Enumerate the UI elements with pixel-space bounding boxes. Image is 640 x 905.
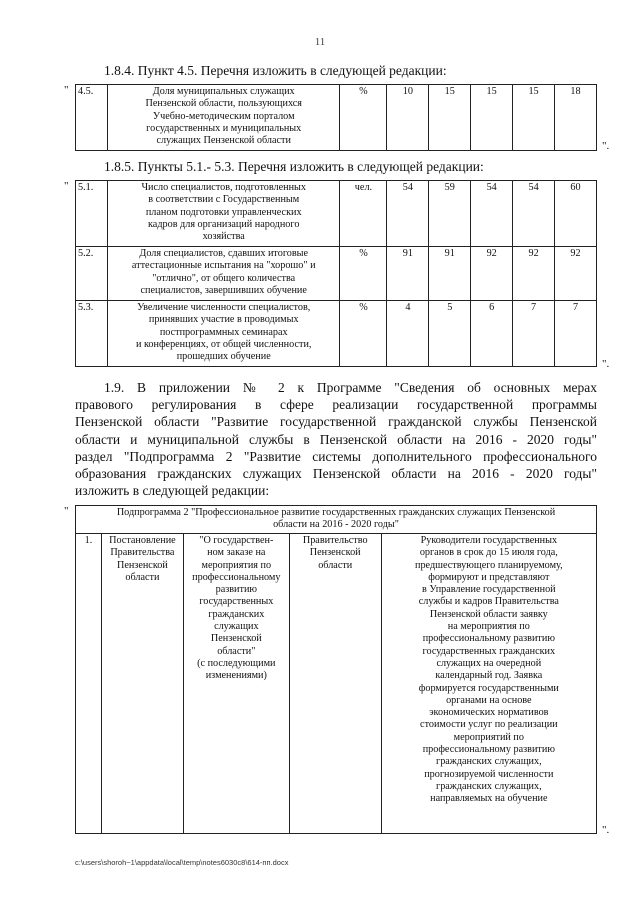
row-number: 1. (76, 534, 102, 834)
table-4-5 (75, 84, 597, 151)
value-cell: 59 (429, 181, 471, 247)
section-1-8-5-heading: 1.8.5. Пункты 5.1.- 5.3. Перечня изложить в следующей редакции: (104, 159, 484, 174)
unit: чел. (340, 181, 387, 247)
unit: % (340, 247, 387, 301)
table-row (76, 85, 597, 151)
value-cell: 91 (429, 247, 471, 301)
value-cell: 15 (513, 85, 555, 151)
subprogram-header: Подпрограмма 2 "Профессиональное развитие государственных гражданских служащих Пензенской области на 2016 - 2020 годы" (76, 506, 597, 534)
close-quote: ". (602, 358, 610, 370)
table-5-1-5-3 (75, 180, 597, 367)
value-cell: 7 (513, 301, 555, 367)
table-row (76, 301, 597, 367)
value-cell: 92 (513, 247, 555, 301)
value-cell: 5 (429, 301, 471, 367)
indicator-name: Доля специалистов, сдавших итоговые аттестационные испытания на "хорошо" и "отлично", от общего количества специалистов, завершивших обучение (107, 247, 340, 301)
open-quote: " (64, 180, 69, 192)
value-cell: 54 (387, 181, 429, 247)
value-cell: 4 (387, 301, 429, 367)
table-row (76, 247, 597, 301)
value-cell: 54 (471, 181, 513, 247)
value-cell: 54 (513, 181, 555, 247)
footer-file-path: c:\users\shoroh~1\appdata\local\temp\notes6030c8\614-пп.docx (75, 858, 289, 867)
value-cell: 10 (387, 85, 429, 151)
value-cell: 18 (555, 85, 597, 151)
open-quote: " (64, 505, 69, 517)
value-cell: 7 (555, 301, 597, 367)
section-1-9-paragraph: 1.9. В приложении № 2 к Программе "Сведения об основных мерах правового регулирования в сфере реализации государственной программы Пензенской области "Развитие государственной гражданской службы Пензенской области и муниципальной службы в Пензенской области на 2016 - 2020 годы" раздел "Подпрограмма 2 "Развитие системы дополнительного профессионального образования гражданских служащих Пензенской области на 2016 - 2020 годы" изложить в следующей редакции: (75, 380, 597, 499)
indicator-name: Увеличение численности специалистов, принявших участие в проводимых постпрограммных семинарах и конференциях, от общей численности, прошедших обучение (107, 301, 340, 367)
table-row (76, 181, 597, 247)
value-cell: 92 (555, 247, 597, 301)
table-header-row (76, 506, 597, 534)
row-number: 5.2. (76, 247, 108, 301)
indicator-name: Доля муниципальных служащих Пензенской области, пользующихся Учебно-методическим порталом государственных и муниципальных служащих Пензенской области (107, 85, 340, 151)
act-type: Постановление Правительства Пензенской области (101, 534, 183, 834)
row-number: 4.5. (76, 85, 108, 151)
subprogram-2-table (75, 505, 597, 834)
table-row (76, 534, 597, 834)
open-quote: " (64, 84, 69, 96)
row-number: 5.1. (76, 181, 108, 247)
unit: % (340, 301, 387, 367)
value-cell: 6 (471, 301, 513, 367)
value-cell: 60 (555, 181, 597, 247)
unit: % (340, 85, 387, 151)
page-number: 11 (314, 36, 326, 48)
row-number: 5.3. (76, 301, 108, 367)
close-quote: ". (602, 824, 610, 836)
act-title: "О государствен- ном заказе на мероприятия по профессиональному развитию государственных гражданских служащих Пензенской области" (с последующими изменениями) (183, 534, 289, 834)
value-cell: 15 (429, 85, 471, 151)
executor: Правительство Пензенской области (289, 534, 381, 834)
value-cell: 15 (471, 85, 513, 151)
indicator-name: Число специалистов, подготовленных в соответствии с Государственным планом подготовки управленческих кадров для организаций народного хозяйства (107, 181, 340, 247)
close-quote: ". (602, 140, 610, 152)
act-content: Руководители государственных органов в срок до 15 июля года, предшествующего планируемому, формируют и представляют в Управление государственной службы и кадров Правительства Пензенской области заявку на мероприятия по профессиональному развитию государственных гражданских служащих на очередной календарный год. Заявка формируется государственными органами на основе экономических нормативов стоимости услуг по реализации мероприятий по профессиональному развитию гражданских служащих, прогнозируемой численности гражданских служащих, направляемых на обучение (381, 534, 596, 834)
value-cell: 92 (471, 247, 513, 301)
section-1-8-4-heading: 1.8.4. Пункт 4.5. Перечня изложить в следующей редакции: (104, 63, 447, 78)
value-cell: 91 (387, 247, 429, 301)
